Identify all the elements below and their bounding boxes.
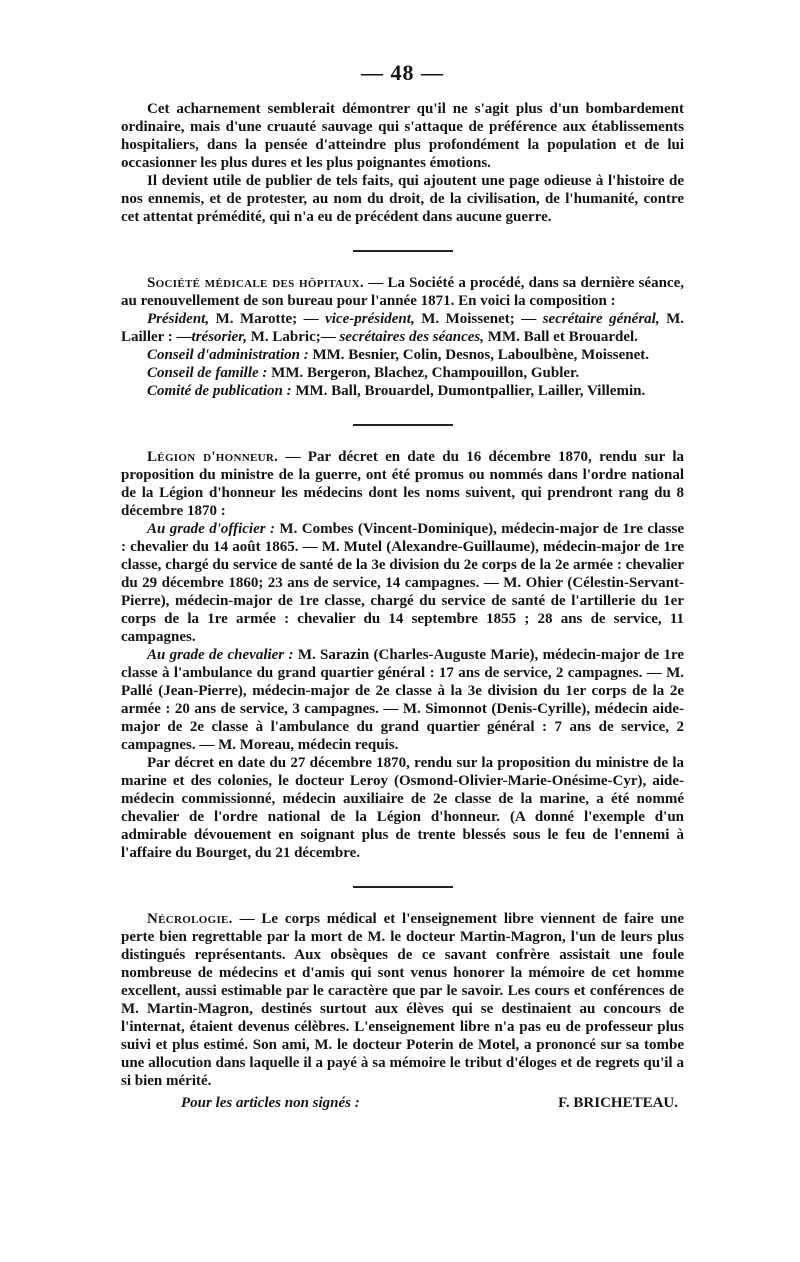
secretaires-seances-value: MM. Ball et Brouardel. [484,329,638,345]
grade-officier-text: M. Combes (Vincent-Dominique), médecin-major de 1re classe : chevalier du 14 août 1865. — M. Mutel (Alexandre-Guillaume), médecin-major de 1re classe, chargé du service de santé de la 3e division du 2e corps de la 2e armée : chevalier du 29 décembre 1860; 23 ans de service, 14 campagnes. — M. Ohier (Célestin-Servant-Pierre), médecin-major de 1re classe, chargé du service de santé de l'artillerie du 1er corps de la 1re armée : chevalier du 14 septembre 1855 ; 28 ans de service, 11 campagnes. [121,521,684,645]
vice-president-label: vice-président, [325,311,415,327]
comite-publication-value: MM. Ball, Brouardel, Dumontpallier, Lailler, Villemin. [291,383,646,399]
secretaire-general-label: secrétaire général, [542,311,660,327]
conseil-administration-label: Conseil d'administration : [147,347,309,363]
section-divider [353,886,453,888]
necrologie-heading: Nécrologie. [147,911,233,927]
legion-intro-text: — Par décret en date du 16 décembre 1870, rendu sur la proposition du ministre de la guerre, ont été promus ou nommés dans l'ordre national de la Légion d'honneur les médecins dont les noms suivent, qui prendront rang du 8 décembre 1870 : [121,449,684,519]
tresorier-value: M. Labric;— [246,329,340,345]
conseil-famille [121,364,684,382]
president-label: Président, [147,311,210,327]
decret-marine: Par décret en date du 27 décembre 1870, rendu sur la proposition du ministre de la marine et des colonies, le docteur Leroy (Osmond-Olivier-Marie-Onésime-Cyr), aide-médecin commissionné, médecin auxiliaire de 2e classe de la marine, a été nommé chevalier de l'ordre national de la Légion d'honneur. (A donné l'exemple d'un admirable dévouement en soignant plus de trente blessés sous le feu de l'ennemi à l'affaire du Bourget, du 21 décembre. [121,755,684,861]
grade-chevalier-label: Au grade de chevalier : [147,647,294,663]
legion-honneur-section [121,448,684,862]
necrologie-section [121,910,684,1090]
tresorier-label: trésorier, [191,329,247,345]
section-divider [353,250,453,252]
legion-heading: Légion d'honneur. [147,449,279,465]
grade-officier [121,520,684,646]
societe-medicale-section [121,274,684,400]
signature-label: Pour les articles non signés : [181,1095,360,1111]
societe-intro [121,274,684,310]
conseil-administration [121,346,684,364]
grade-officier-label: Au grade d'officier : [147,521,275,537]
signature-name: F. BRICHETEAU. [558,1095,678,1111]
comite-publication [121,382,684,400]
signature-line [121,1094,684,1112]
grade-chevalier-text: M. Sarazin (Charles-Auguste Marie), médecin-major de 1re classe à l'ambulance du grand quartier général : 17 ans de service, 2 campagnes. — M. Pallé (Jean-Pierre), médecin-major de 2e classe à la 3e division du 1er corps de la 2e armée : 20 ans de service, 3 campagnes. — M. Simonnot (Denis-Cyrille), médecin aide-major de 2e classe à l'ambulance du grand quartier général : 7 ans de service, 2 campagnes. — M. Moreau, médecin requis. [121,647,685,753]
societe-heading: Société médicale des hôpitaux. [147,275,364,291]
societe-intro-text: — La Société a procédé, dans sa dernière séance, au renouvellement de son bureau pour l'année 1871. En voici la composition : [121,275,684,309]
conseil-administration-value: MM. Besnier, Colin, Desnos, Laboulbène, Moissenet. [308,347,650,363]
secretaires-seances-label: secrétaires des séances, [339,329,485,345]
societe-bureau [121,310,684,346]
section-divider [353,424,453,426]
president-value: M. Marotte; — [209,311,326,327]
comite-publication-label: Comité de publication : [147,383,292,399]
legion-intro [121,448,684,520]
necrologie-paragraph [121,910,684,1090]
grade-chevalier [121,646,684,754]
necrologie-text: — Le corps médical et l'enseignement libre viennent de faire une perte bien regrettable par la mort de M. le docteur Martin-Magron, l'un de leurs plus distingués représentants. Aux obsèques de ce savant confrère assistait une foule nombreuse de médecins et d'amis qui sont venus honorer la mémoire de cet homme excellent, aussi estimable par le caractère que par le savoir. Les cours et conférences de M. Martin-Magron, destinés surtout aux élèves qui se destinaient au concours de l'internat, étaient devenus célèbres. L'enseignement libre n'a pas eu de professeur plus suivi et plus estimé. Son ami, M. le docteur Poterin de Motel, a prononcé sur sa tombe une allocution dans laquelle il a payé à sa mémoire le tribut d'éloges et de regrets qu'il a si bien mérité. [121,911,684,1089]
intro-paragraph-1: Cet acharnement semblerait démontrer qu'il ne s'agit plus d'un bombardement ordinaire, mais d'une cruauté sauvage qui s'attaque de préférence aux établissements hospitaliers, dans la pensée d'atteindre plus profondément la population et de lui occasionner les plus dures et les plus poignantes émotions. [121,101,684,171]
conseil-famille-label: Conseil de famille : [147,365,268,381]
conseil-famille-value: MM. Bergeron, Blachez, Champouillon, Gubler. [267,365,580,381]
vice-president-value: M. Moissenet; — [414,311,543,327]
page-number: — 48 — [361,60,444,85]
secretaire-general-value: M. Lailler : — [121,311,684,345]
intro-paragraph-2: Il devient utile de publier de tels faits, qui ajoutent une page odieuse à l'histoire de nos ennemis, et de protester, au nom du droit, de la civilisation, de l'humanité, contre cet attentat prémédité, qui n'a eu de précédent dans aucune guerre. [121,173,684,225]
